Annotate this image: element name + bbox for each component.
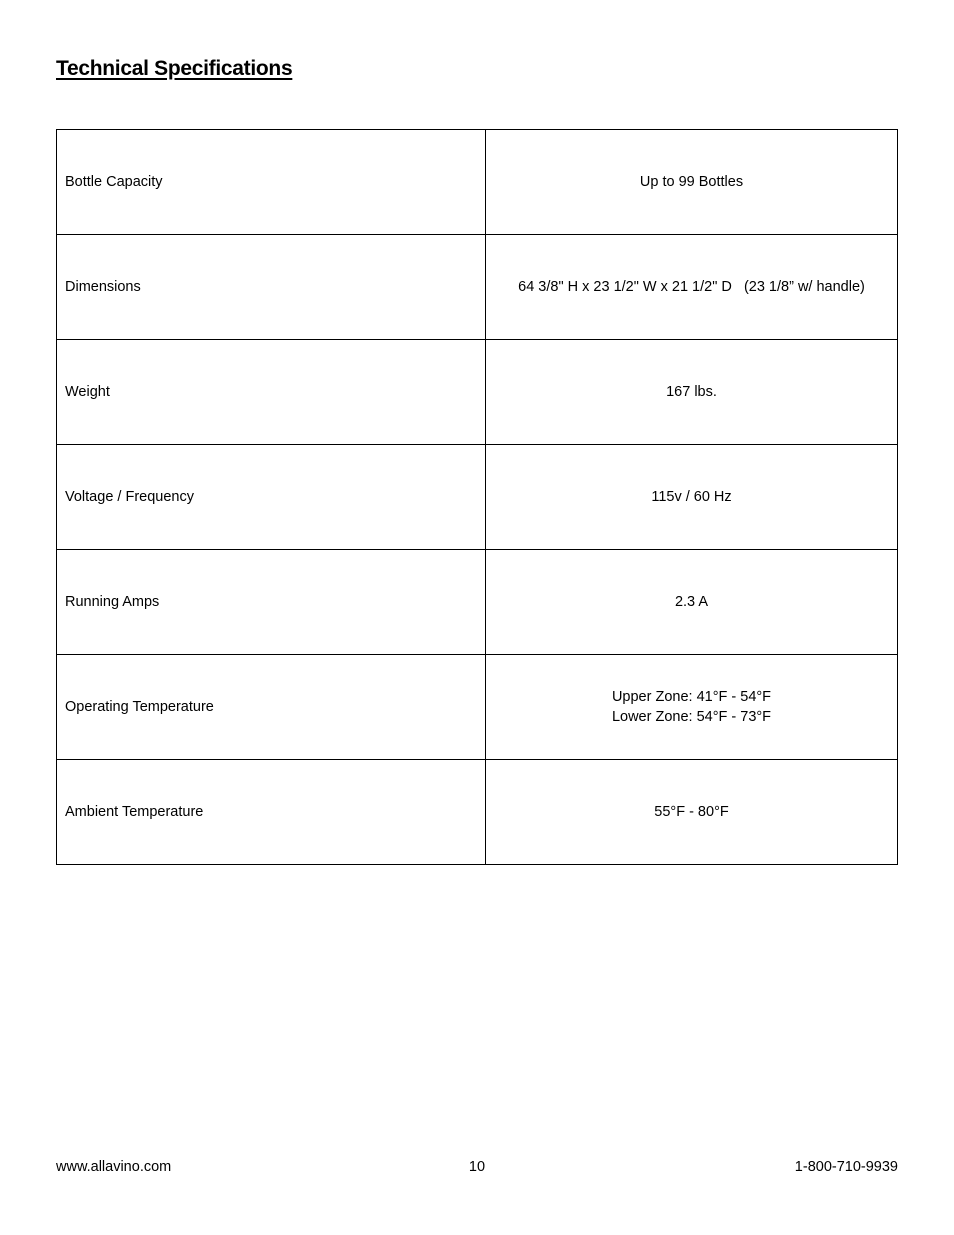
spec-label: Running Amps xyxy=(57,550,486,655)
spec-label: Voltage / Frequency xyxy=(57,445,486,550)
spec-value xyxy=(486,445,898,550)
spec-label: Bottle Capacity xyxy=(57,130,486,235)
spec-value xyxy=(486,655,898,760)
spec-label: Operating Temperature xyxy=(57,655,486,760)
spec-label: Ambient Temperature xyxy=(57,760,486,865)
spec-value-line: Upper Zone: 41°F - 54°F xyxy=(611,689,772,705)
spec-table xyxy=(56,129,898,865)
table-row xyxy=(57,340,898,445)
spec-value xyxy=(486,340,898,445)
table-row xyxy=(57,445,898,550)
table-row xyxy=(57,130,898,235)
spec-value-line: Up to 99 Bottles xyxy=(639,174,744,190)
page-title: Technical Specifications xyxy=(56,57,293,80)
spec-value xyxy=(486,550,898,655)
spec-label: Weight xyxy=(57,340,486,445)
footer-phone: 1-800-710-9939 xyxy=(794,1159,898,1175)
spec-value xyxy=(486,130,898,235)
table-row xyxy=(57,235,898,340)
spec-value-line: 115v / 60 Hz xyxy=(651,489,732,505)
footer-page-number: 10 xyxy=(468,1159,486,1175)
table-row xyxy=(57,655,898,760)
spec-value-line: 2.3 A xyxy=(674,594,709,610)
table-row xyxy=(57,760,898,865)
spec-value-line: 64 3/8" H x 23 1/2" W x 21 1/2" D (23 1/8” w/ handle) xyxy=(518,279,865,295)
spec-value xyxy=(486,235,898,340)
footer-website: www.allavino.com xyxy=(56,1159,172,1175)
spec-value-line: 167 lbs. xyxy=(666,384,717,400)
spec-label: Dimensions xyxy=(57,235,486,340)
table-row xyxy=(57,550,898,655)
spec-value-line: Lower Zone: 54°F - 73°F xyxy=(611,709,772,725)
spec-value-line: 55°F - 80°F xyxy=(654,804,729,820)
spec-value xyxy=(486,760,898,865)
